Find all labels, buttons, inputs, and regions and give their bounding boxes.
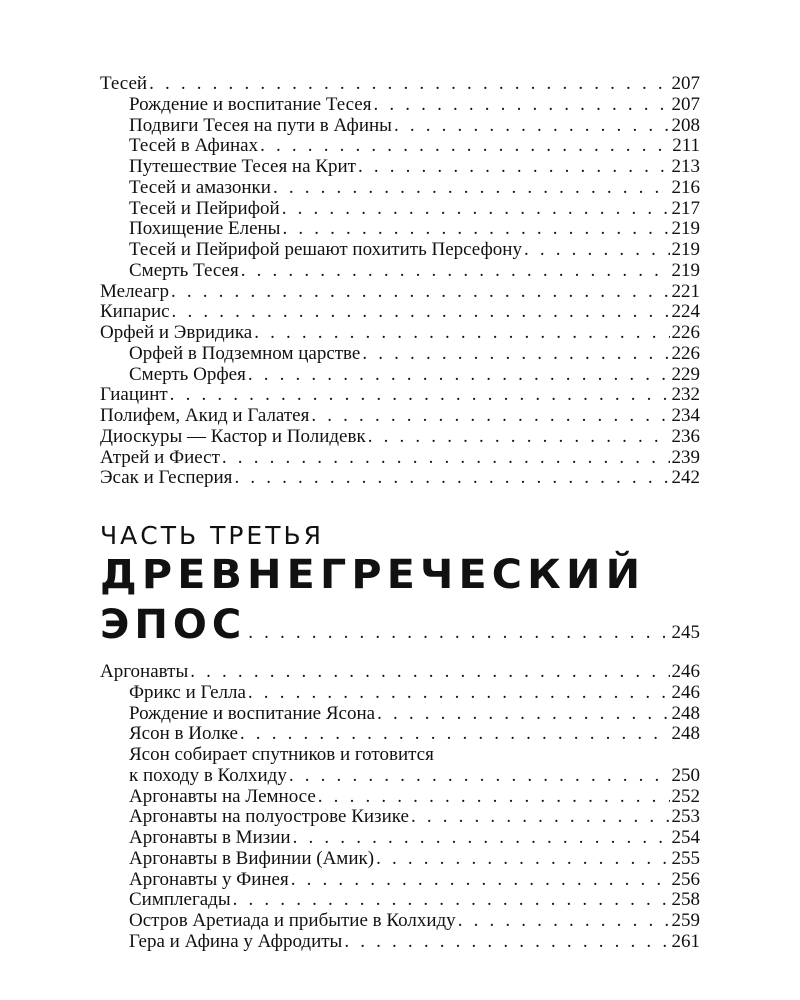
leader-dots (241, 261, 670, 282)
toc-entry-page: 221 (671, 280, 700, 302)
leader-dots (170, 385, 670, 406)
part-title-line2-row (100, 602, 700, 648)
toc-section-1 (100, 74, 700, 489)
toc-entry-page: 239 (671, 446, 700, 468)
toc-entry (100, 448, 700, 469)
toc-entry-title: Диоскуры — Кастор и Полидевк (100, 425, 366, 447)
toc-entry-title: Ясон в Иолке (129, 723, 238, 745)
leader-dots (318, 787, 670, 808)
leader-dots (260, 136, 670, 157)
toc-entry-page: 234 (671, 405, 700, 426)
toc-entry-title: Рождение и воспитание Ясона (129, 702, 376, 724)
toc-entry (100, 261, 700, 282)
leader-dots (289, 766, 670, 787)
part-heading (100, 507, 700, 662)
toc-entry-title: Гиацинт (100, 384, 168, 406)
toc-entry-page: 246 (671, 681, 700, 703)
leader-dots (254, 323, 669, 344)
toc-entry-title: Тесей и амазонки (129, 176, 271, 198)
toc-entry-title: Гера и Афина у Афродиты (129, 930, 343, 952)
toc-entry (100, 807, 700, 828)
toc-entry-page: 216 (671, 176, 700, 198)
leader-dots (524, 240, 670, 261)
toc-entry-page: 258 (671, 889, 700, 911)
toc-entry-title: Аргонавты в Вифинии (Амик) (129, 847, 375, 869)
toc-entry-page: 219 (671, 239, 700, 260)
toc-entry-page: 207 (671, 73, 700, 94)
toc-entry-title: Аргонавты у Финея (129, 868, 289, 890)
toc-entry (100, 787, 700, 808)
toc-entry-page: 229 (671, 363, 700, 385)
leader-dots (248, 622, 669, 644)
toc-entry-page: 255 (671, 847, 700, 869)
toc-entry-page: 226 (671, 322, 700, 343)
toc-entry-title: Смерть Тесея (129, 259, 239, 281)
toc-entry-title: Аргонавты (100, 661, 189, 682)
toc-entry-title: Эсак и Гесперия (100, 467, 233, 489)
toc-entry-title: к походу в Колхиду (129, 764, 287, 786)
leader-dots (282, 219, 669, 240)
leader-dots (222, 448, 670, 469)
toc-entry (100, 683, 700, 704)
toc-entry (100, 157, 700, 178)
toc-entry (100, 282, 700, 303)
toc-entry-page: 217 (671, 197, 700, 219)
toc-entry-title: Тесей в Афинах (129, 135, 259, 157)
toc-entry (100, 932, 700, 953)
toc-entry (100, 136, 700, 157)
toc-entry-title: Тесей (100, 73, 148, 94)
leader-dots (172, 302, 670, 323)
leader-dots (394, 116, 670, 137)
leader-dots (377, 704, 669, 725)
toc-entry-title: Фрикс и Гелла (129, 681, 246, 703)
toc-entry-title: Атрей и Фиест (100, 446, 220, 468)
toc-entry (100, 178, 700, 199)
toc-entry-page: 252 (671, 785, 700, 807)
toc-entry-title: Смерть Орфея (129, 363, 246, 385)
toc-entry (100, 828, 700, 849)
leader-dots (233, 890, 670, 911)
part-title-line2: ЭПОС (100, 602, 247, 648)
toc-entry (100, 116, 700, 137)
toc-entry (100, 766, 700, 787)
leader-dots (273, 178, 670, 199)
part-label: ЧАСТЬ ТРЕТЬЯ (100, 521, 325, 550)
toc-entry (100, 745, 700, 766)
toc-entry-page: 236 (671, 425, 700, 447)
toc-entry-page: 256 (671, 868, 700, 890)
toc-entry-page: 254 (671, 827, 700, 848)
toc-entry-title: Подвиги Тесея на пути в Афины (129, 114, 392, 136)
toc-entry-page: 207 (671, 93, 700, 115)
toc-entry (100, 427, 700, 448)
toc-entry-page: 232 (671, 384, 700, 406)
toc-entry-title: Орфей в Подземном царстве (129, 342, 361, 364)
leader-dots (311, 406, 669, 427)
part-title: ДРЕВНЕГРЕЧЕСКИЙ (100, 552, 646, 598)
toc-entry-page: 219 (671, 259, 700, 281)
toc-entry-page: 248 (671, 723, 700, 745)
toc-entry-title: Остров Аретиада и прибытие в Колхиду (129, 910, 456, 931)
leader-dots (248, 683, 670, 704)
leader-dots (234, 468, 669, 489)
toc-entry (100, 890, 700, 911)
toc-entry-title: Ясон собирает спутников и готовится (129, 744, 434, 765)
toc-entry-page: 259 (671, 910, 700, 931)
toc-entry-title: Рождение и воспитание Тесея (129, 93, 372, 115)
leader-dots (358, 157, 670, 178)
leader-dots (291, 870, 670, 891)
leader-dots (171, 282, 670, 303)
toc-entry (100, 199, 700, 220)
toc-entry-title: Аргонавты в Мизии (129, 827, 291, 848)
leader-dots (368, 427, 670, 448)
toc-entry-page: 242 (671, 467, 700, 489)
toc-entry (100, 468, 700, 489)
leader-dots (458, 911, 670, 932)
toc-entry-title: Кипарис (100, 301, 170, 323)
leader-dots (376, 849, 669, 870)
toc-page (100, 74, 700, 953)
toc-entry (100, 406, 700, 427)
toc-entry-page: 261 (671, 930, 700, 952)
toc-entry-title: Похищение Елены (129, 218, 281, 240)
toc-entry-page: 250 (671, 764, 700, 786)
toc-entry-title: Путешествие Тесея на Крит (129, 156, 356, 177)
toc-entry (100, 385, 700, 406)
toc-entry-page: 219 (671, 218, 700, 240)
toc-entry (100, 849, 700, 870)
toc-entry (100, 323, 700, 344)
toc-entry-title: Симплегады (129, 889, 231, 911)
toc-entry (100, 662, 700, 683)
leader-dots (293, 828, 670, 849)
leader-dots (373, 95, 669, 116)
toc-entry (100, 870, 700, 891)
toc-section-2 (100, 662, 700, 953)
toc-entry (100, 302, 700, 323)
toc-entry-page: 226 (671, 342, 700, 364)
toc-entry (100, 724, 700, 745)
toc-entry-title: Тесей и Пейрифой (129, 197, 280, 219)
toc-entry (100, 704, 700, 725)
leader-dots (411, 807, 670, 828)
toc-entry-title: Аргонавты на полуострове Кизике (129, 806, 409, 828)
toc-entry (100, 95, 700, 116)
leader-dots (190, 662, 669, 683)
toc-entry-page: 224 (671, 301, 700, 323)
toc-entry-page: 246 (671, 661, 700, 682)
leader-dots (362, 344, 669, 365)
toc-entry-title: Мелеагр (100, 280, 169, 302)
toc-entry (100, 911, 700, 932)
leader-dots (282, 199, 670, 220)
toc-entry (100, 240, 700, 261)
toc-entry-title: Орфей и Эвридика (100, 322, 253, 343)
leader-dots (344, 932, 669, 953)
leader-dots (240, 724, 670, 745)
toc-entry (100, 74, 700, 95)
part-page-number: 245 (671, 622, 700, 643)
toc-entry-title: Полифем, Акид и Галатея (100, 405, 310, 426)
leader-dots (149, 74, 669, 95)
leader-dots (248, 365, 670, 386)
toc-entry-page: 211 (672, 135, 700, 157)
toc-entry-page: 253 (671, 806, 700, 828)
toc-entry (100, 344, 700, 365)
toc-entry-page: 213 (671, 156, 700, 177)
toc-entry-title: Тесей и Пейрифой решают похитить Персефону (129, 239, 522, 260)
toc-entry (100, 219, 700, 240)
toc-entry-page: 208 (671, 114, 700, 136)
toc-entry-page: 248 (671, 702, 700, 724)
toc-entry (100, 365, 700, 386)
toc-entry-title: Аргонавты на Лемносе (129, 785, 316, 807)
